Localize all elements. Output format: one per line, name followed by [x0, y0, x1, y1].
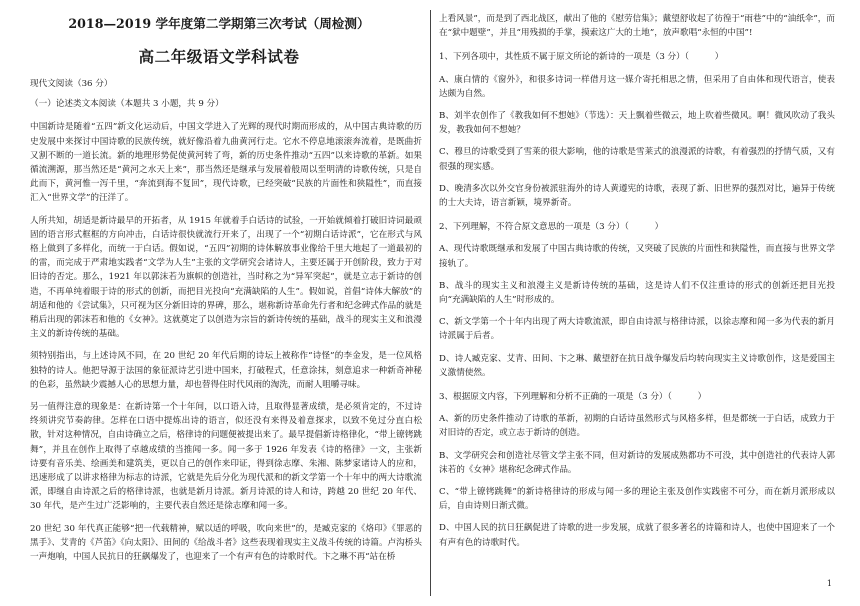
- question-1-stem: 1、下列各项中，其性质不属于原文所论的新诗的一项是（3 分）（ ）: [439, 52, 724, 63]
- left-column: [30, 14, 422, 564]
- question-1-option-c: C、穆旦的诗歌受到了雪莱的很大影响，他的诗歌是雪莱式的浪漫派的诗歌，有着强烈的抒情气质，又有很强的现实感。: [439, 147, 835, 172]
- passage-paragraph-2: 人所共知，胡适是新诗最早的开拓者，从 1915 年就着手白话诗的试验，一开始就倾着打破旧诗词最顽固的语言形式框框的方向冲击，白话诗很快就流行开来了，出现了一个“初期白话诗派”，它在形式与风格上做到了多样化，而统一于白话。假如说，“五四”初期的诗体解放事业像给千里大地起了一道最初的的雷，而完成于严肃地实践者“文学为人生”主张的文学研究会诸诗人，主要还属于开创阶段，致力于对旧诗的否定。那么，1921 年以郭沫若为旗帜的创造社，当时称之为“异军突起”，就是立志于新诗的创造，不再单纯着眼于诗的形式的创新，而把目光投向“充满缺陷的人生”。假如说，首倡“诗体大解放”的胡适和他的《尝试集》，只可视为区分新旧诗的界碑，那么，堪称新诗革命先行者和纪念碑式作品的就是稍后出现的郭沫若和他的《女神》。这就奠定了以创造为宗旨的新诗传统的基础，战斗的现实主义和浪漫主义的新诗传统的基础。: [30, 215, 422, 340]
- exam-title-line2: 高二年级语文学科试卷: [138, 47, 300, 66]
- question-2-option-b: B、战斗的现实主义和浪漫主义是新诗传统的基础，这是诗人们不仅注重诗的形式的创新还把目光投向“充满缺陷的人生”时形成的。: [439, 280, 835, 306]
- question-2-stem: 2、下列理解，不符合原文意思的一项是（3 分）（ ）: [439, 222, 664, 233]
- question-3-option-c: C、“带上镣铐跳舞”的新诗格律诗的形成与闻一多的理论主张及创作实践密不可分，而在新月派形成以后，自由诗则日渐式微。: [439, 487, 835, 512]
- question-2-option-a: A、现代诗歌既继承和发展了中国古典诗歌的传统，又突破了民族的片面性和狭隘性，而直接与世界文学接轨了。: [439, 244, 835, 269]
- question-3-option-a: A、新的历史条件推动了诗歌的革新，初期的白话诗虽然形式与风格多样，但是都统一于白话，成致力于对旧诗的否定，或立志于新诗的创造。: [439, 414, 835, 439]
- question-3-option-b: B、文学研究会和创造社尽管文学主张不同，但对新诗的发展成熟都功不可没，其中创造社的代表诗人郭沫若的《女神》堪称纪念碑式作品。: [439, 450, 835, 475]
- question-3-stem: 3、根据原文内容，下列理解和分析不正确的一项是（3 分）（ ）: [439, 392, 707, 403]
- section-heading: 现代文阅读（36 分）: [30, 79, 113, 89]
- passage-continuation: 上看风景”，而是到了西北战区，献出了他的《慰劳信集》；戴望舒收起了彷徨于“雨巷”中的“油纸伞”，而在“狱中题壁”，并且“用残损的手掌，摸索这广大的土地”，放声歌唱“永恒的中国”!: [439, 14, 835, 39]
- question-1-option-a: A、康白情的《窗外》，和很多诗词一样借月这一媒介寄托相思之情，但采用了自由体和现代语言，使表达颇为自然。: [439, 74, 835, 99]
- subsection-heading: （一）论述类文本阅读（本题共 3 小题，共 9 分）: [30, 99, 224, 110]
- question-2-option-c: C、新文学第一个十年内出现了两大诗歌流派，即自由诗派与格律诗派，以徐志摩和闻一多为代表的新月诗派属于后者。: [439, 317, 835, 342]
- question-1-option-b: B、刘半农创作了《教我如何不想她》（节选）：天上飘着些微云，地上吹着些微风。啊！微风吹动了我头发，教我如何不想她？: [439, 111, 835, 136]
- passage-paragraph-5: 20 世纪 30 年代真正能够“把一代载精神，赋以适的呼吸，吹向来世”的，是臧克家的《烙印》《罪恶的黑手》、艾青的《芦笛》《向太阳》、田间的《给战斗者》这些表现着现实主义战斗传统的诗篇。卢沟桥头一声炮响，中国人民抗日的狂飙爆发了，也迎来了一个有声有色的诗歌时代。卞之琳不再“站在桥: [30, 523, 422, 563]
- right-column: [439, 12, 835, 550]
- page-number: 1: [826, 579, 832, 588]
- passage-paragraph-3: 须特别指出，与上述诗风不同，在 20 世纪 20 年代后期的诗坛上被称作“诗怪”的李金发，是一位风格独特的诗人。他把导源于法国的象征派诗艺引进中国来，打破程式，任意涂抹，刻意追求一种新奇神秘的色彩，虽然缺少震撼人心的思想力量，却也替得住时代风雨的淘洗，而耐人咀嚼寻味。: [30, 351, 422, 390]
- question-2-option-d: D、诗人臧克家、艾青、田间、卞之琳、戴望舒在抗日战争爆发后均转向现实主义诗歌创作，这是爱国主义激情使然。: [439, 353, 835, 378]
- column-divider: [430, 10, 431, 596]
- passage-paragraph-4: 另一值得注意的现象是：在新诗第一个十年间，以口语入诗，且取得显著成绩，是必须肯定的，不过诗终须讲究节奏韵律。怎样在口语中提炼出诗的语言，似还没有来得及着意探求，以致不免过分直白松散，针对这种情况，自由诗确立之后，格律诗的问题便被提出来了。最早提倡新诗格律化，“带上镣铐跳舞”，并且在创作上取得了卓越成绩的当推闻一多。闻一多于 1926 年发表《诗的格律》一文，主张新诗要有音乐美、绘画美和建筑美，更以自己的创作来印证，得到徐志摩、朱湘、陈梦家诸诗人的应和，迅速形成了以讲求格律为标志的诗派，它就是先后分化为现代派和的新文学第一个十年中的两大诗歌流派，即继自由诗派之后的格律诗派，也就是新月诗派。新月诗派的诗人和诗，跨越 20 世纪 20 年代、30 年代，是产生过广泛影响的，主要代表自然还是徐志摩和闻一多。: [30, 402, 422, 512]
- exam-title-line1: 2018—2019 学年度第二学期第三次考试（周检测）: [68, 16, 370, 31]
- passage-paragraph-1: 中国新诗是随着“五四”新文化运动后，中国文学进入了光辉的现代时期而形成的，从中国古典诗歌的历史发展中来探讨中国诗歌的民族传统，就好像沿着九曲黄河行走。它水不停息地滚滚奔流着，是既曲折又割不断的一道长流。新的地理形势促使黄河转了弯，新的历史条件推动“五四”以来诗歌的革新。如果循流溯源，那当然还是“黄河之水天上来”，那当然还是继承与发展着般周以至明清的诗歌传统，只是自此而下，黄河惟一泻千里，“奔流到海不复回”，现代诗歌，已经突破“民族的片面性和狭隘性”，而直接汇入“世界文学”的汪洋了。: [30, 122, 422, 204]
- question-1-option-d: D、晚清多次以外交官身份被派驻海外的诗人黄遵宪的诗歌，表现了新、旧世界的强烈对比，遍异于传统的士大夫诗，语言新颖，境界新奇。: [439, 183, 835, 209]
- question-3-option-d: D、中国人民的抗日狂飙促进了诗歌的进一步发展，成就了很多著名的诗篇和诗人，也使中国迎来了一个有声有色的诗歌时代。: [439, 523, 835, 548]
